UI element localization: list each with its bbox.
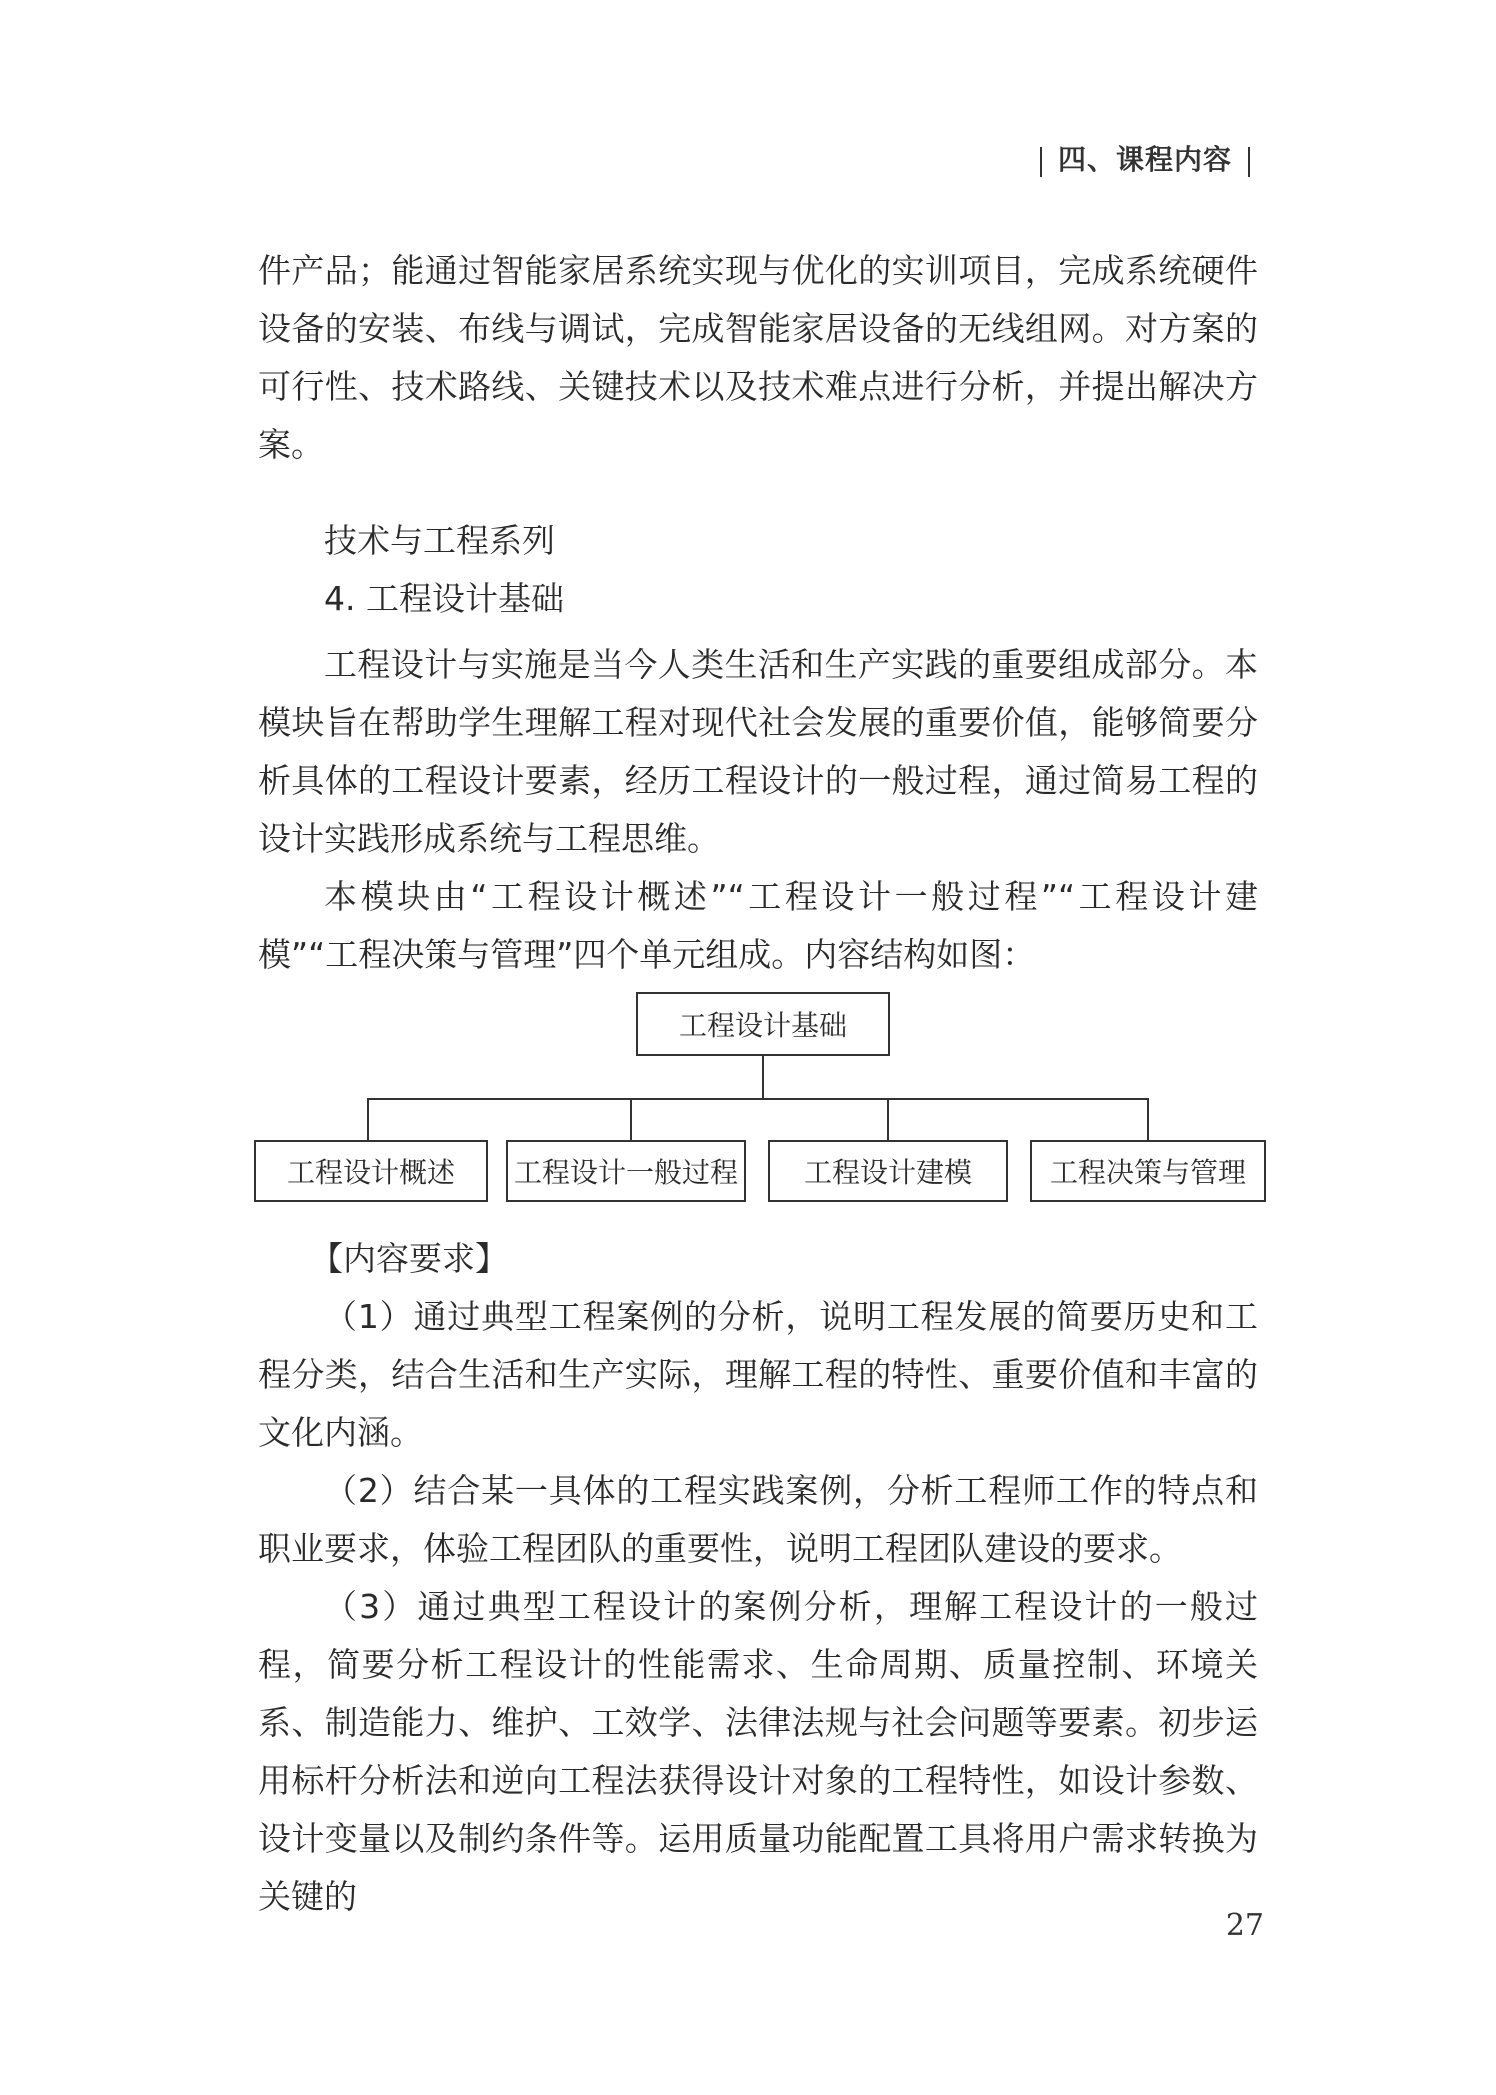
diagram-root-box: 工程设计基础	[636, 992, 890, 1056]
module-section	[258, 512, 1258, 984]
requirement-item-1: （1）通过典型工程案例的分析，说明工程发展的简要历史和工程分类，结合生活和生产实际，理解工程的特性、重要价值和丰富的文化内涵。	[258, 1297, 1258, 1452]
page-number: 27	[1225, 1908, 1264, 1943]
header-divider-right	[1248, 147, 1250, 177]
diagram-child-box-4: 工程决策与管理	[1030, 1140, 1266, 1202]
requirements-heading: 【内容要求】	[310, 1239, 508, 1278]
module-title: 4. 工程设计基础	[324, 579, 564, 618]
diagram-child-box-1: 工程设计概述	[254, 1140, 488, 1202]
header-section-title: 四、课程内容	[1057, 143, 1232, 176]
diagram-branch-line-3	[887, 1098, 889, 1140]
header-divider-left	[1040, 147, 1042, 177]
diagram-child-box-2: 工程设计一般过程	[506, 1140, 746, 1202]
top-paragraph: 件产品；能通过智能家居系统实现与优化的实训项目，完成系统硬件设备的安装、布线与调试，完成智能家居设备的无线组网。对方案的可行性、技术路线、关键技术以及技术难点进行分析，并提出解决方案。	[258, 251, 1258, 464]
series-title: 技术与工程系列	[324, 521, 555, 560]
content-structure-diagram	[250, 988, 1270, 1208]
requirement-item-3: （3）通过典型工程设计的案例分析，理解工程设计的一般过程，简要分析工程设计的性能需求、生命周期、质量控制、环境关系、制造能力、维护、工效学、法律法规与社会问题等要素。初步运用标杆分析法和逆向工程法获得设计对象的工程特性，如设计参数、设计变量以及制约条件等。运用质量功能配置工具将用户需求转换为关键的	[258, 1587, 1258, 1916]
top-paragraph-block	[258, 242, 1258, 474]
intro-paragraph-2: 本模块由“工程设计概述”“工程设计一般过程”“工程设计建模”“工程决策与管理”四个单元组成。内容结构如图：	[258, 877, 1258, 974]
diagram-branch-line-2	[630, 1098, 632, 1140]
requirement-item-2: （2）结合某一具体的工程实践案例，分析工程师工作的特点和职业要求，体验工程团队的重要性，说明工程团队建设的要求。	[258, 1471, 1258, 1568]
diagram-child-box-3: 工程设计建模	[768, 1140, 1008, 1202]
diagram-horizontal-connector	[367, 1098, 1149, 1100]
running-header	[1024, 138, 1266, 178]
intro-paragraph-1: 工程设计与实施是当今人类生活和生产实践的重要组成部分。本模块旨在帮助学生理解工程对现代社会发展的重要价值，能够简要分析具体的工程设计要素，经历工程设计的一般过程，通过简易工程的设计实践形成系统与工程思维。	[258, 645, 1258, 858]
diagram-root-stem	[762, 1056, 764, 1100]
requirements-section	[258, 1230, 1258, 1926]
diagram-branch-line-4	[1147, 1098, 1149, 1140]
diagram-branch-line-1	[367, 1098, 369, 1140]
